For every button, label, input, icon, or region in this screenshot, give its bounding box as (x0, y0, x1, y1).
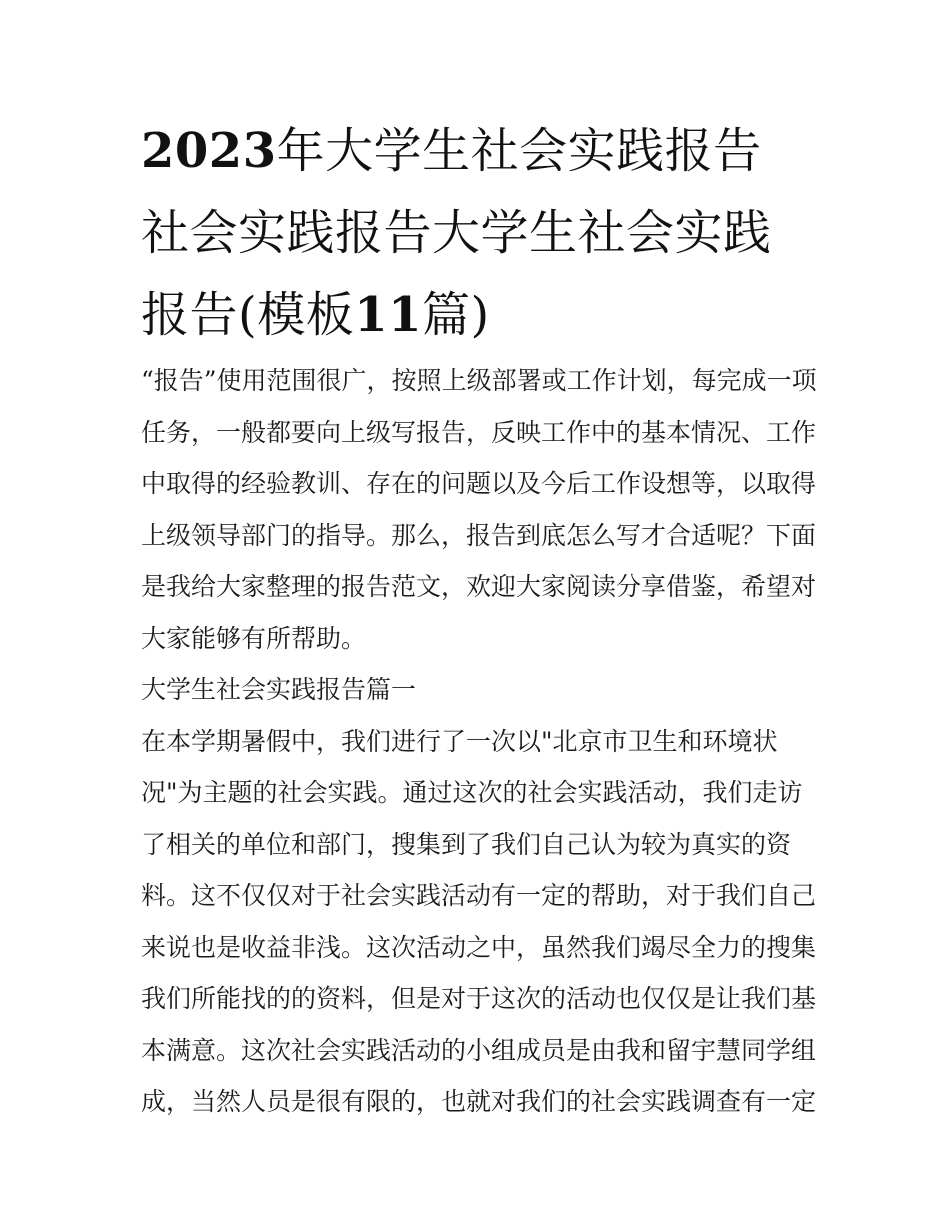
title-line-1-text: 年大学生社会实践报告 (276, 123, 762, 179)
section-line: 本满意。这次社会实践活动的小组成员是由我和留宇慧同学组 (141, 1035, 817, 1065)
section-line: 在本学期暑假中，我们进行了一次以"北京市卫生和环境状 (141, 726, 778, 756)
title-line-2: 社会实践报告大学生社会实践 (141, 205, 772, 261)
intro-line: “报告”使用范围很广，按照上级部署或工作计划，每完成一项 (141, 366, 817, 395)
intro-line: 是我给大家整理的报告范文，欢迎大家阅读分享借鉴，希望对 (141, 572, 817, 601)
document-title (141, 110, 821, 356)
intro-line: 上级领导部门的指导。那么，报告到底怎么写才合适呢？下面 (141, 520, 817, 550)
section-heading: 大学生社会实践报告篇一 (141, 675, 417, 704)
title-line-3-post: 篇) (422, 287, 490, 343)
section-line: 我们所能找的的资料，但是对于这次的活动也仅仅是让我们基 (141, 984, 817, 1013)
section-line: 况"为主题的社会实践。通过这次的社会实践活动，我们走访 (141, 778, 803, 807)
intro-line: 中取得的经验教训、存在的问题以及今后工作设想等，以取得 (141, 469, 817, 498)
section-line: 料。这不仅仅对于社会实践活动有一定的帮助，对于我们自己 (141, 881, 817, 910)
section-line: 来说也是收益非浅。这次活动之中，虽然我们竭尽全力的搜集 (141, 932, 817, 962)
title-year: 2023 (141, 123, 277, 179)
title-line-3 (141, 274, 821, 356)
intro-line: 任务，一般都要向上级写报告，反映工作中的基本情况、工作 (141, 417, 817, 447)
title-count: 11 (354, 287, 423, 343)
section-line: 成，当然人员是很有限的，也就对我们的社会实践调查有一定 (141, 1087, 817, 1116)
title-line-1 (141, 110, 821, 192)
title-line-3-pre: 报告(模板 (141, 287, 355, 343)
document-body (141, 355, 821, 1128)
intro-line: 大家能够有所帮助。 (141, 623, 367, 653)
section-line: 了相关的单位和部门，搜集到了我们自己认为较为真实的资 (141, 829, 792, 859)
